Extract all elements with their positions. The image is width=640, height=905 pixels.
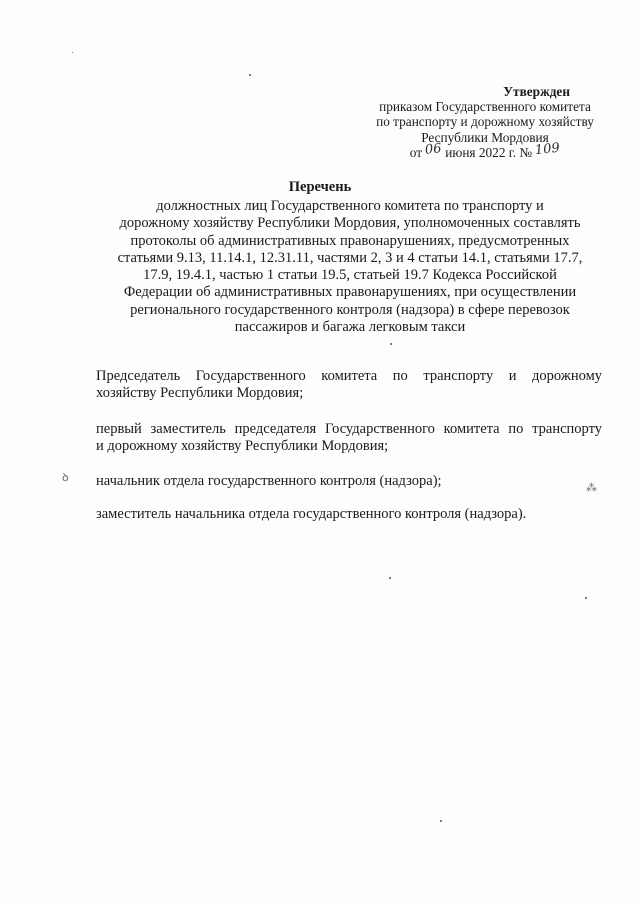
date-prefix: от: [409, 144, 423, 160]
scan-speck: [440, 820, 442, 822]
handwritten-order-number: 109: [534, 140, 561, 159]
list-item-line: начальник отдела государственного контроля (надзора);: [96, 473, 442, 490]
subtitle-line: дорожному хозяйству Республики Мордовия, уполномоченных составлять: [119, 215, 581, 232]
list-item-line: заместитель начальника отдела государственного контроля (надзора).: [96, 506, 527, 523]
document-subtitle: [100, 198, 600, 336]
officials-list: [96, 368, 602, 542]
subtitle-line: 17.9, 19.4.1, частью 1 статьи 19.5, статьей 19.7 Кодекса Российской: [143, 267, 557, 284]
approval-line: по транспорту и дорожному хозяйству: [376, 114, 594, 130]
subtitle-line: должностных лиц Государственного комитета по транспорту и: [156, 198, 544, 214]
handwritten-day: 06: [424, 140, 443, 158]
scan-speck: [249, 74, 251, 76]
list-item-line: первый заместитель председателя Государственного комитета по транспорту: [96, 420, 602, 437]
subtitle-line: пассажиров и багажа легковым такси: [234, 319, 466, 336]
scan-speck: [585, 597, 587, 599]
subtitle-line: статьями 9.13, 11.14.1, 12.31.11, частями 2, 3 и 4 статьи 14.1, статьями 17.7,: [117, 249, 583, 266]
list-item: [96, 473, 602, 490]
document-title: Перечень: [288, 179, 352, 195]
scan-speck: [389, 577, 391, 579]
approval-heading: Утвержден: [503, 84, 570, 99]
scan-mark-icon: ⁂: [586, 481, 597, 494]
scan-mark-icon: ꝺ: [62, 471, 69, 484]
subtitle-line: протоколы об административных правонарушениях, предусмотренных: [130, 232, 570, 249]
list-item-line: хозяйству Республики Мордовия;: [96, 385, 304, 402]
subtitle-line: Федерации об административных правонарушениях, при осуществлении: [123, 284, 577, 301]
approval-date-line: [340, 140, 630, 161]
scan-speck: [72, 52, 73, 53]
scan-speck: [390, 343, 392, 345]
list-item-line: Председатель Государственного комитета по транспорту и дорожному: [96, 368, 602, 384]
approval-line: приказом Государственного комитета: [379, 99, 591, 115]
subtitle-line: регионального государственного контроля (надзора) в сфере перевозок: [130, 301, 570, 318]
list-item: [96, 421, 602, 456]
date-rest: июня 2022 г. №: [445, 144, 533, 160]
list-item: [96, 506, 602, 523]
approval-line: Республики Мордовия: [421, 129, 549, 145]
list-item: [96, 368, 602, 403]
list-item-line: и дорожному хозяйству Республики Мордовия;: [96, 437, 389, 454]
approval-block: [340, 84, 630, 161]
